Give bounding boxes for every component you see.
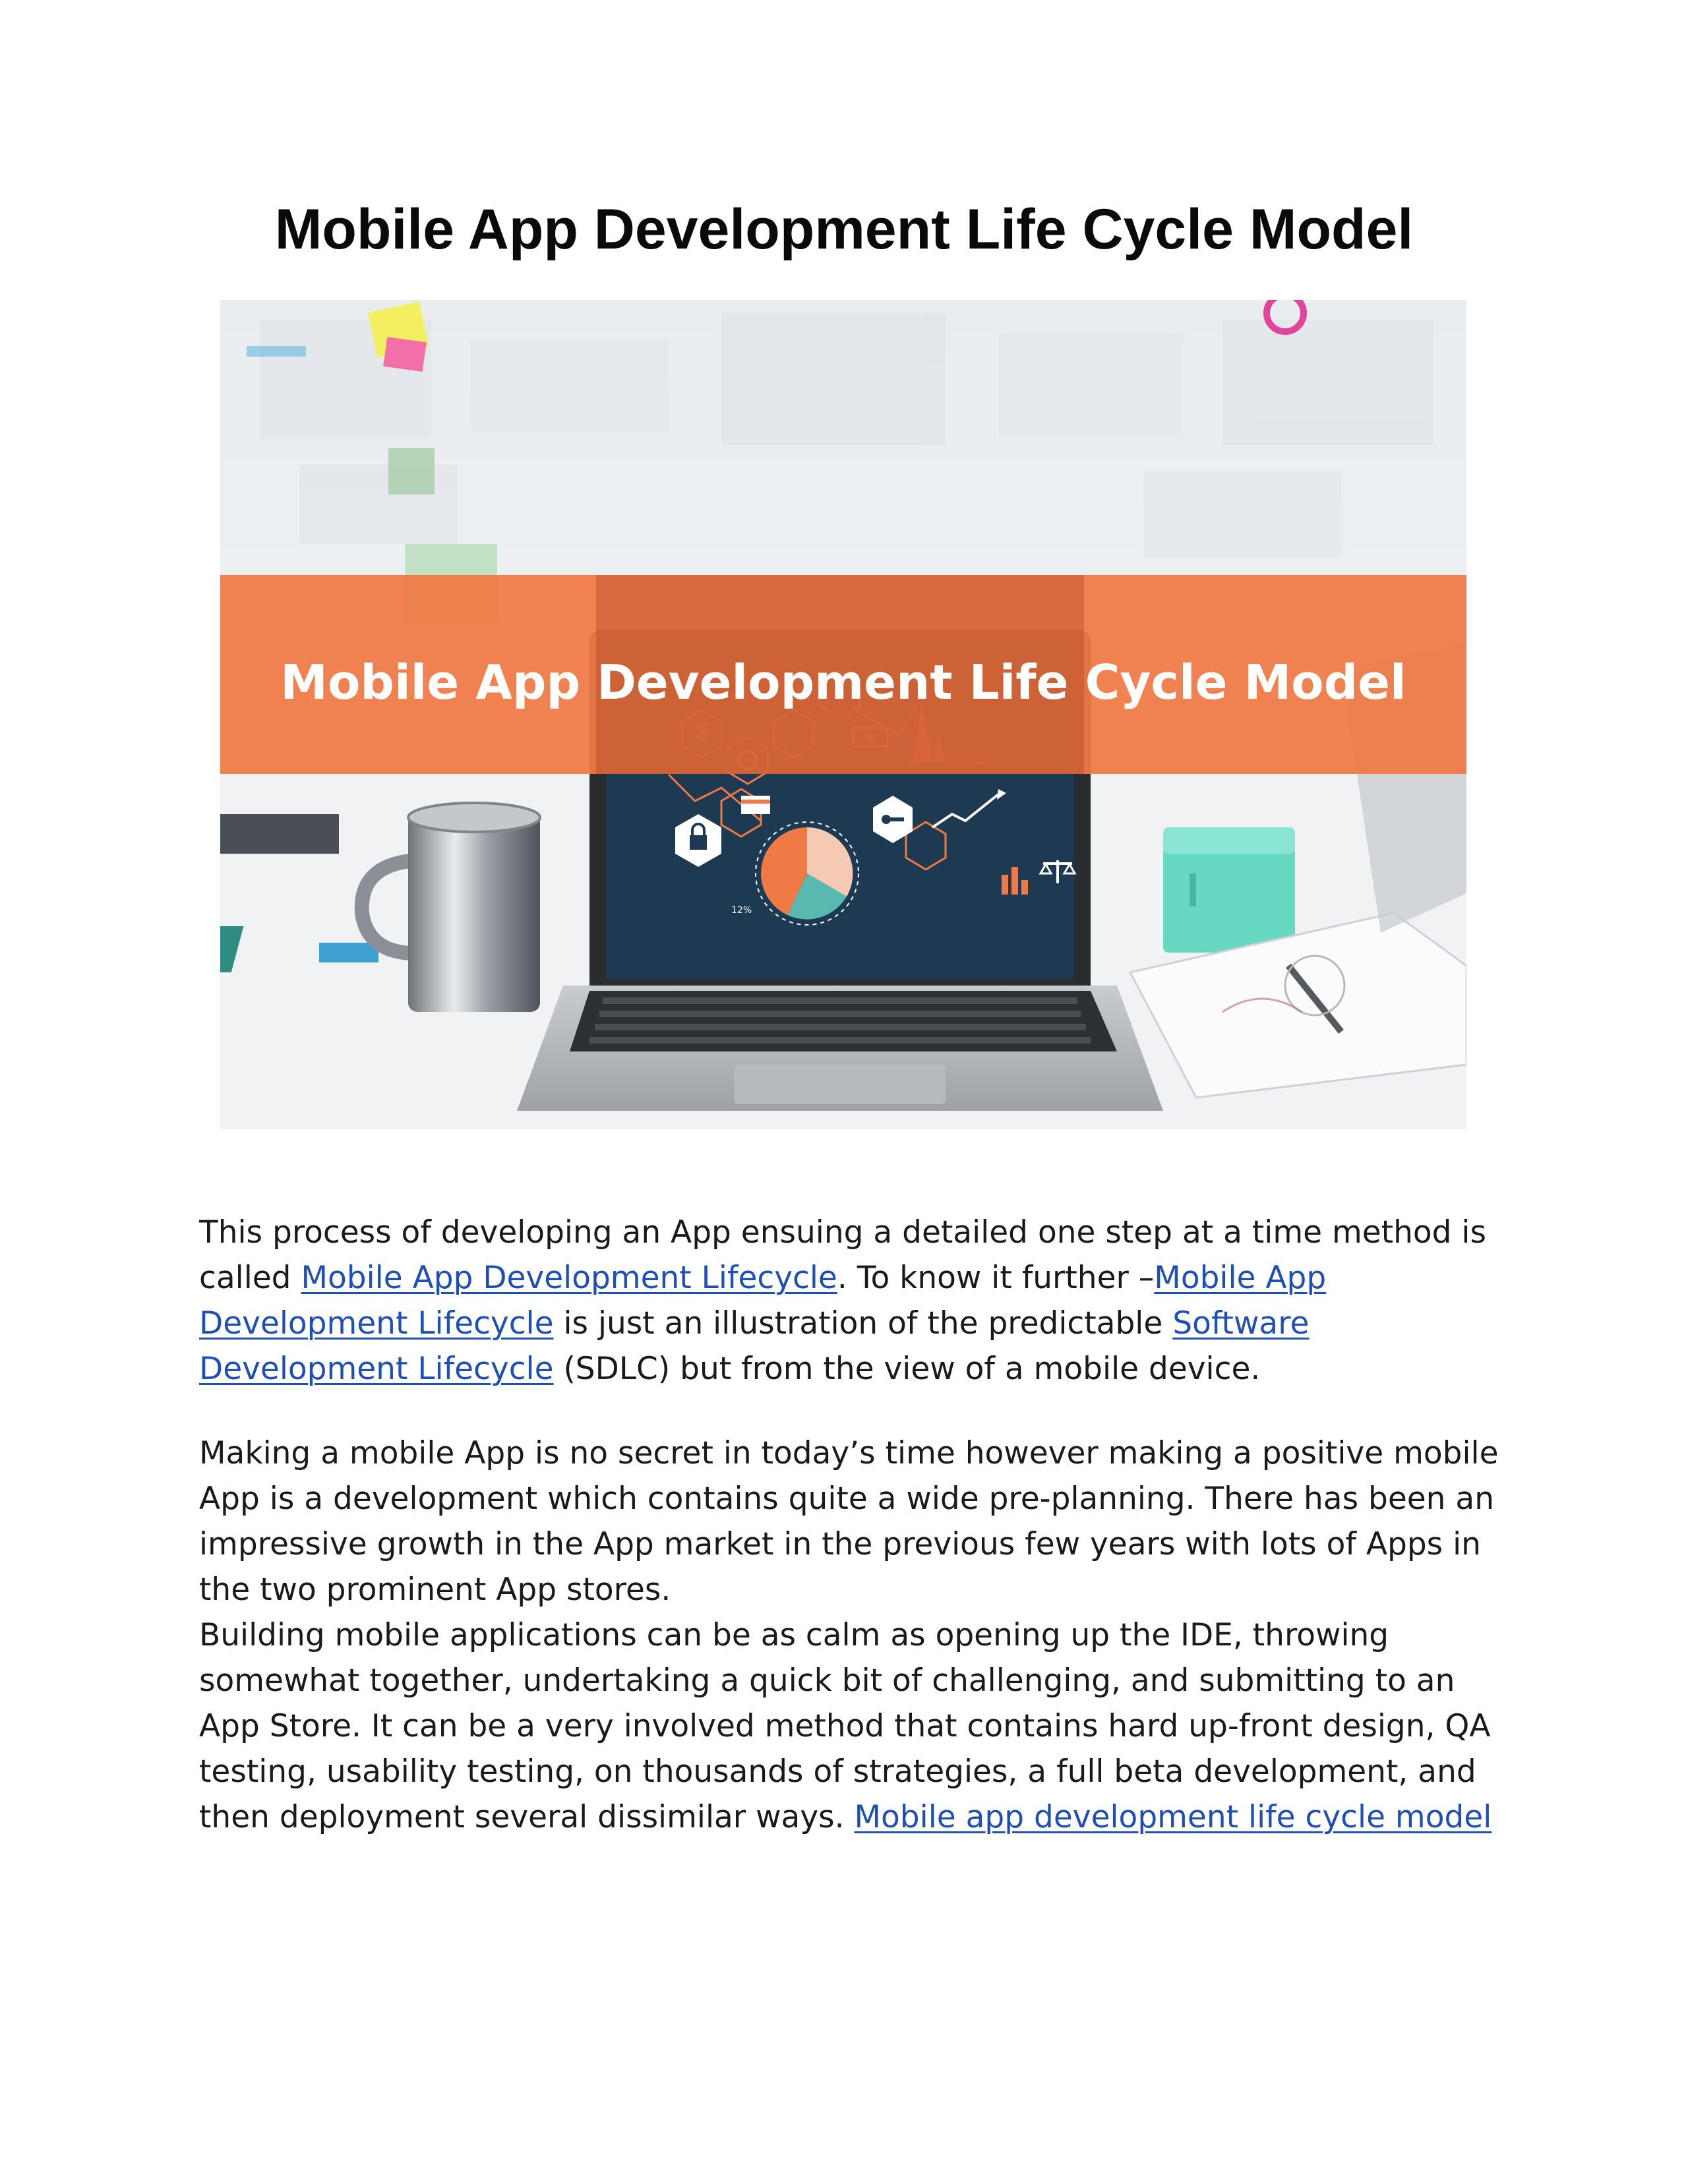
link-life-cycle-model[interactable]: Mobile app development life cycle model bbox=[854, 1799, 1492, 1835]
intro-text-2: . To know it further – bbox=[837, 1260, 1155, 1296]
paragraph-intro bbox=[199, 1210, 1505, 1392]
page-title: Mobile App Development Life Cycle Model bbox=[274, 198, 1414, 261]
link-sdlc[interactable]: Software Development Lifecycle bbox=[199, 1305, 1310, 1387]
intro-text-3: is just an illustration of the predictable bbox=[553, 1305, 1173, 1342]
banner-title: Mobile App Development Life Cycle Model bbox=[280, 655, 1406, 710]
building-text: Building mobile applications can be as calm as opening up the IDE, throwing somewhat together, undertaking a quick bit of challenging, and submitting to an App Store. It can be a very involved method that contains hard up-front design, QA testing, usability testing, on thousands of strategies, a full beta development, and then deployment several dissimilar ways. bbox=[199, 1617, 1491, 1835]
card-icon bbox=[741, 796, 770, 814]
paragraph-body bbox=[199, 1431, 1505, 1840]
hero-image bbox=[220, 300, 1466, 1129]
link-mobile-app-lifecycle-1[interactable]: Mobile App Development Lifecycle bbox=[301, 1260, 837, 1296]
paragraph-building bbox=[199, 1612, 1505, 1840]
intro-text-4: (SDLC) but from the view of a mobile device. bbox=[553, 1351, 1261, 1387]
pie-label: 12% bbox=[731, 905, 752, 916]
link-mobile-app-lifecycle-2[interactable]: Mobile App Development Lifecycle bbox=[199, 1260, 1327, 1342]
paragraph-market: Making a mobile App is no secret in today’s time however making a positive mobile App is a development which contains quite a wide pre-planning. There has been an impressive growth in the App market in the previous few years with lots of Apps in the two prominent App stores. bbox=[199, 1435, 1499, 1608]
intro-text-1: This process of developing an App ensuing a detailed one step at a time method is called bbox=[199, 1214, 1486, 1296]
